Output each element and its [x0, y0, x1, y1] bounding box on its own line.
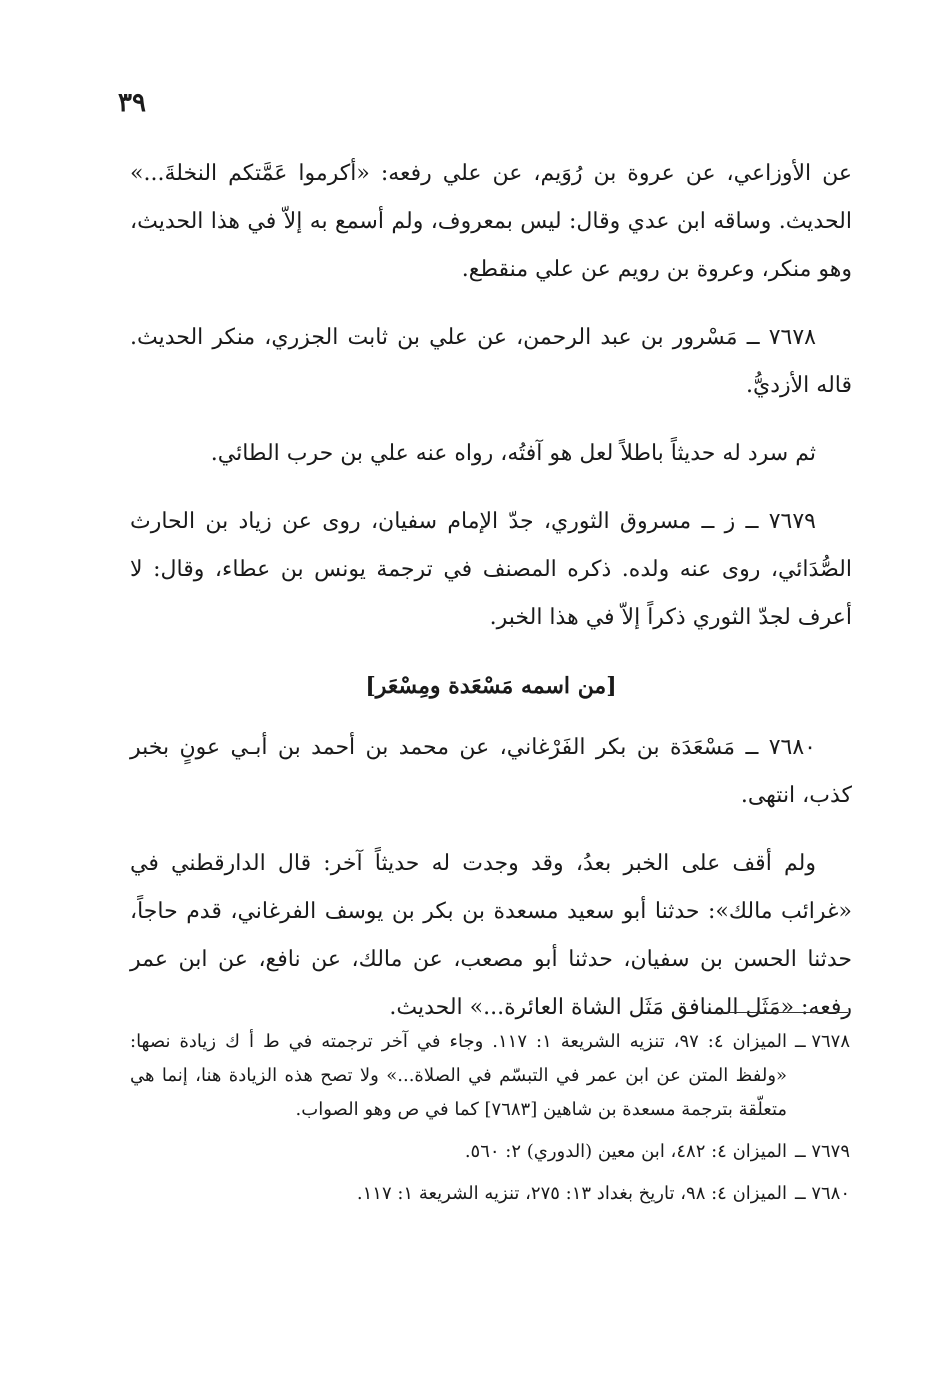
footnote-text: الميزان ٤: ٩٨، تاريخ بغداد ١٣: ٢٧٥، تنزيه الشريعة ١: ١١٧. — [356, 1183, 788, 1204]
paragraph-note: ثم سرد له حديثاً باطلاً لعل هو آفتُه، رواه عنه علي بن حرب الطائي. — [210, 441, 816, 466]
entry-7678: ٧٦٧٨ ــ مَسْرور بن عبد الرحمن، عن علي بن ثابت الجزري، منكر الحديث. قاله الأزديُّ. — [130, 325, 852, 398]
page-number: ٣٩ — [118, 88, 146, 118]
paragraph-continuation: عن الأوزاعي، عن عروة بن رُوَيم، عن علي رفعه: «أكرموا عَمَّتكم النخلةَ...» الحديث. وساقه ابن عدي وقال: ليس بمعروف، ولم أسمع به إلاّ في هذا الحديث، وهو منكر، وعروة بن رويم عن علي منقطع. — [130, 161, 852, 282]
footnote-number: ٧٦٧٩ ــ — [795, 1141, 850, 1162]
footnote-text: الميزان ٤: ٤٨٢، ابن معين (الدوري) ٢: ٥٦٠. — [464, 1141, 788, 1162]
footnote-number: ٧٦٧٨ ــ — [795, 1031, 850, 1052]
footnote — [130, 1135, 850, 1169]
paragraph-commentary: ولم أقف على الخبر بعدُ، وقد وجدت له حديثاً آخر: قال الدارقطني في «غرائب مالك»: حدثنا أبو سعيد مسعدة بن بكر بن يوسف الفرغاني، قدم حاجاً، حدثنا الحسن بن سفيان، حدثنا أبو مصعب، عن مالك، عن نافع، عن ابن عمر رفعه: «مَثَل المنافق مَثَل الشاة العائرة...» الحديث. — [130, 851, 852, 1020]
footnotes — [130, 1025, 850, 1219]
section-heading: [من اسمه مَسْعَدة ومِسْعَر] — [365, 673, 617, 699]
footnote-divider — [718, 1012, 848, 1013]
entry-7679: ٧٦٧٩ ــ ز ــ مسروق الثوري، جدّ الإمام سفيان، روى عن زياد بن الحارث الصُّدَائي، روى عنه ولده. ذكره المصنف في ترجمة يونس بن عطاء، وقال: لا أعرف لجدّ الثوري ذكراً إلاّ في هذا الخبر. — [130, 509, 852, 630]
footnote — [130, 1025, 850, 1127]
main-text — [130, 150, 852, 1052]
footnote-number: ٧٦٨٠ ــ — [795, 1183, 850, 1204]
footnote — [130, 1177, 850, 1211]
footnote-text: الميزان ٤: ٩٧، تنزيه الشريعة ١: ١١٧. وجاء في آخر ترجمته في ط أ ك زيادة نصها: «ولفظ المتن عن ابن عمر في التبسّم في الصلاة...» ولا تصح هذه الزيادة هنا، إنما هي متعلّقة بترجمة مسعدة بن شاهين [٧٦٨٣] كما في ص وهو الصواب. — [130, 1031, 788, 1120]
entry-7680: ٧٦٨٠ ــ مَسْعَدَة بن بكر الفَرْغاني، عن محمد بن أحمد بن أبـي عونٍ بخبر كذب، انتهى. — [130, 735, 852, 808]
